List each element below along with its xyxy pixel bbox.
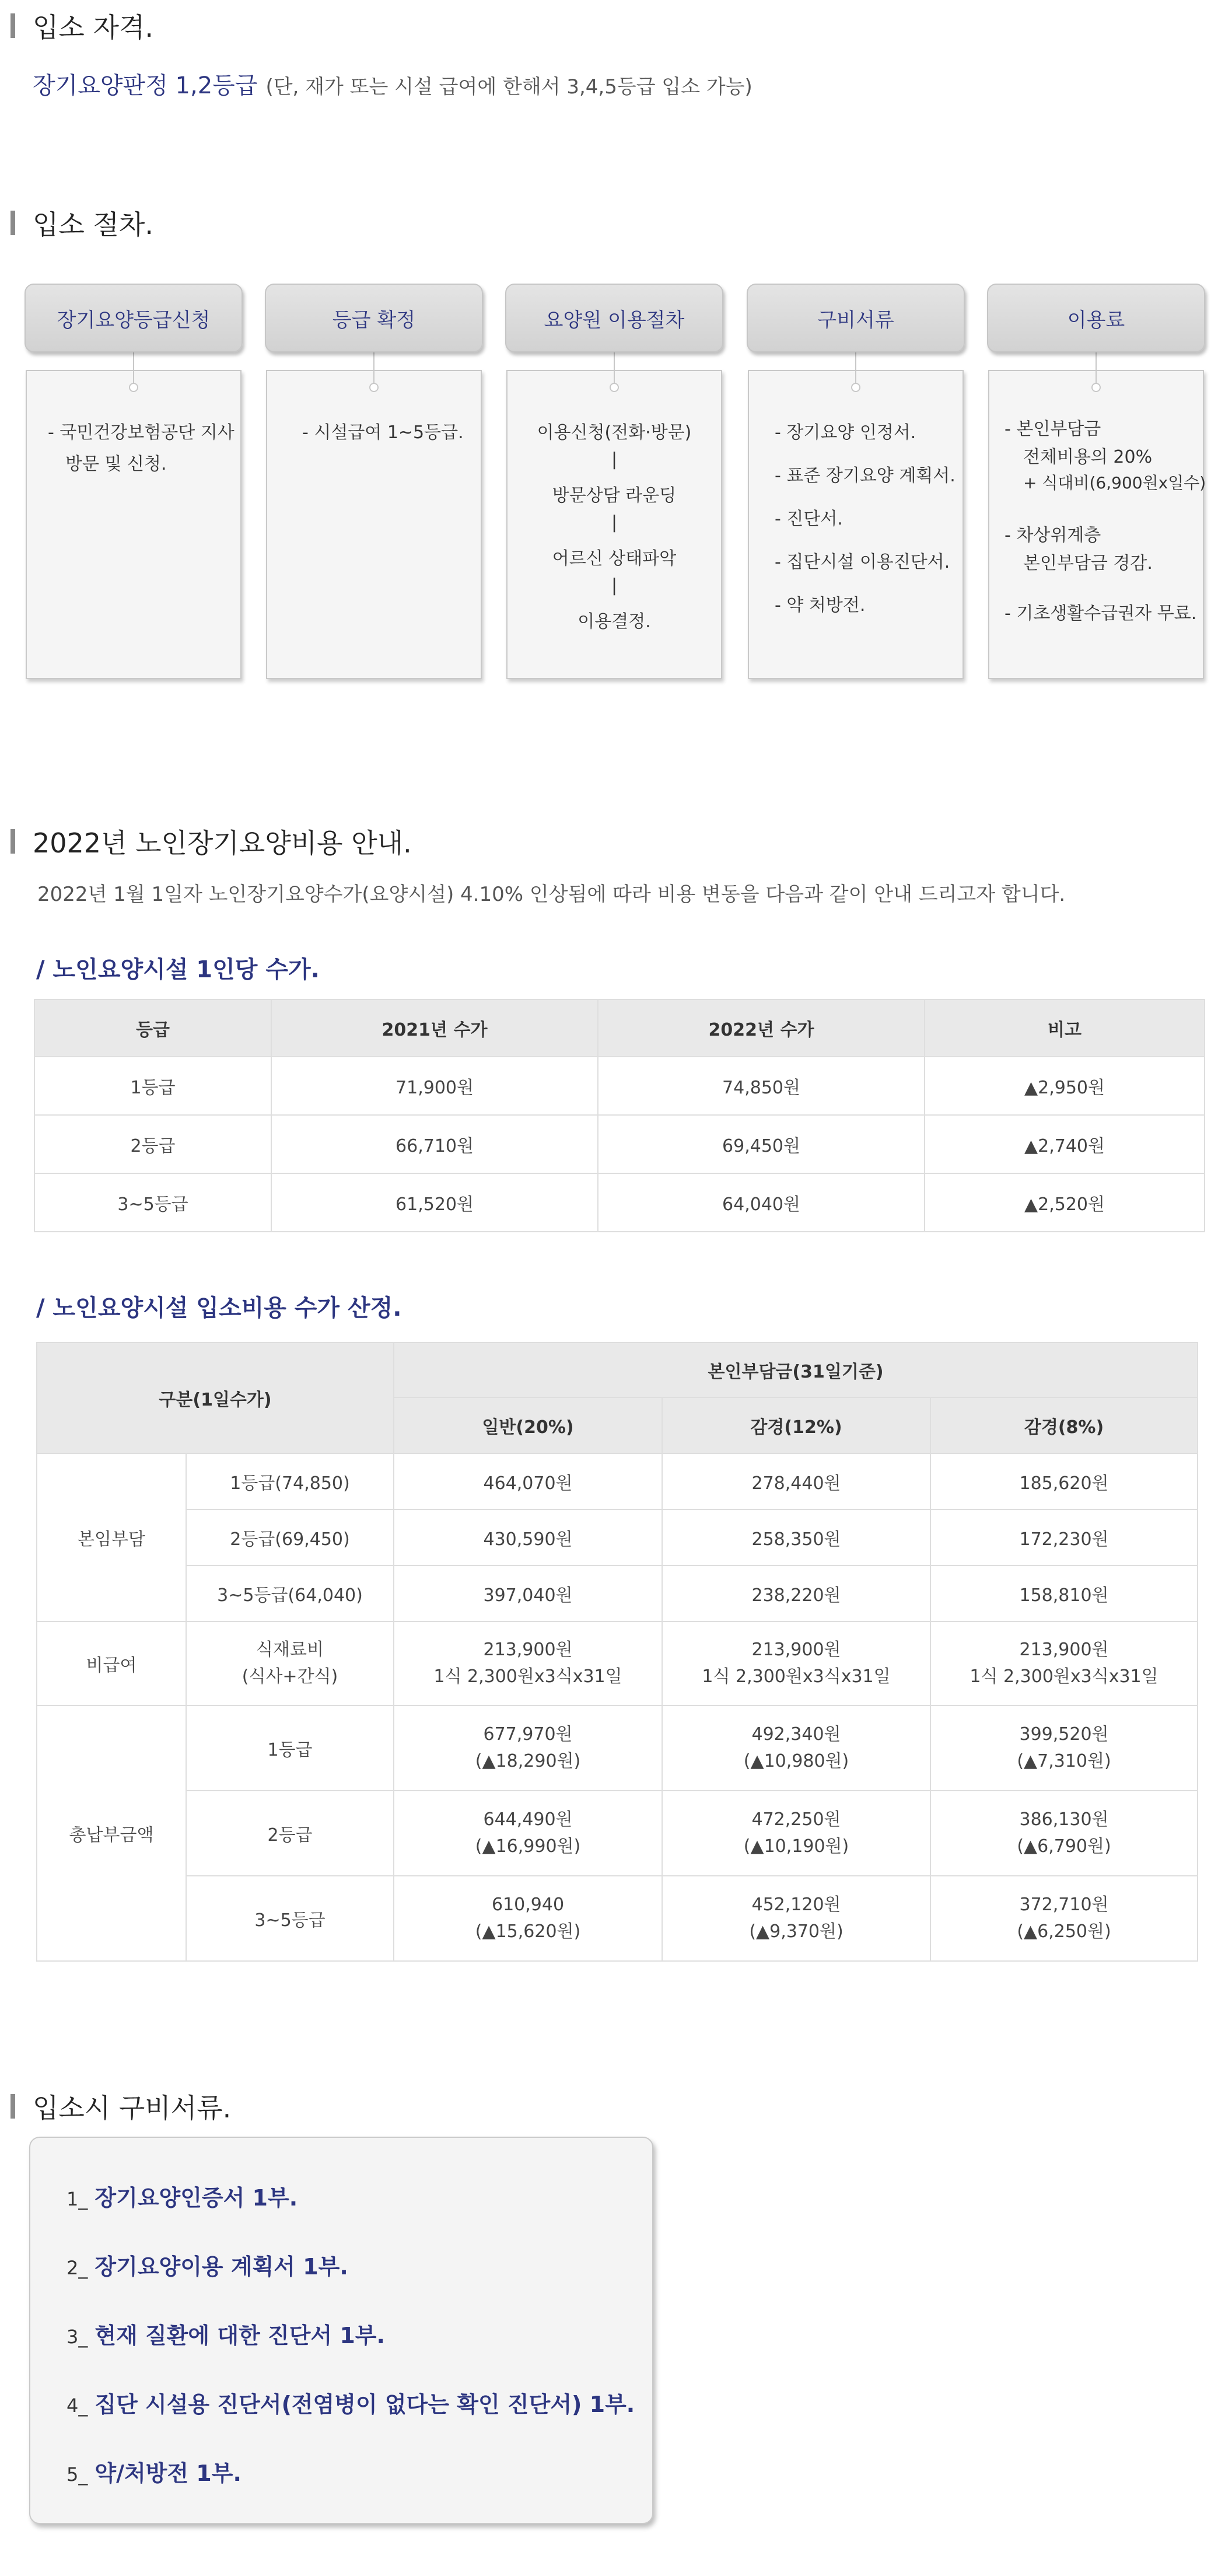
- row-group-label: 본임부담: [37, 1453, 186, 1621]
- step-line: - 시설급여 1~5등급.: [302, 422, 464, 443]
- table-cell: [394, 1791, 662, 1876]
- title-bar: [10, 13, 15, 38]
- table-cell: 69,450원: [598, 1115, 925, 1173]
- table-cell: 3~5등급: [34, 1173, 271, 1232]
- table-cell: 258,350원: [662, 1509, 930, 1565]
- table-header-row: [37, 1343, 1198, 1397]
- document-item: [66, 2318, 385, 2350]
- table2-title: / 노인요양시설 입소비용 수가 산정.: [36, 1295, 402, 1322]
- section-title-procedure: [10, 205, 153, 240]
- title-bar: [10, 2094, 15, 2119]
- document-item: [66, 2386, 635, 2418]
- table-cell: 1등급: [34, 1057, 271, 1115]
- admission-cost-table: [36, 1342, 1198, 1962]
- qualification-text: [33, 67, 752, 100]
- table-header-cell: 2022년 수가: [598, 999, 925, 1057]
- document-text: 장기요양인증서 1부.: [94, 2185, 298, 2211]
- table-cell: 2등급(69,450): [186, 1509, 394, 1565]
- title-bar: [10, 211, 15, 235]
- connector-dot: [610, 383, 619, 392]
- table-cell: [930, 1876, 1198, 1961]
- step-line: - 표준 장기요양 계획서.: [775, 466, 956, 486]
- document-item: [66, 2249, 348, 2281]
- table-cell: [394, 1876, 662, 1961]
- document-number: 4_: [66, 2395, 88, 2417]
- section-title-text: 입소시 구비서류.: [33, 2092, 232, 2124]
- step-line: - 국민건강보험공단 지사: [48, 422, 235, 443]
- row-group-label: 총납부금액: [37, 1705, 186, 1961]
- table-row: [34, 1115, 1205, 1173]
- cell-line: (▲15,620원): [475, 1921, 581, 1942]
- cell-line: 1식 2,300원x3식x31일: [702, 1666, 891, 1687]
- cell-line: 472,250원: [751, 1809, 841, 1830]
- document-number: 5_: [66, 2463, 88, 2486]
- table-cell: 64,040원: [598, 1173, 925, 1232]
- qualification-highlight: 장기요양판정 1,2등급: [33, 72, 258, 99]
- cell-line: 1식 2,300원x3식x31일: [433, 1666, 622, 1687]
- step-card-body: [988, 370, 1204, 679]
- table-row: [34, 1057, 1205, 1115]
- per-person-fee-table: [34, 999, 1205, 1232]
- connector-line: [614, 351, 615, 384]
- cell-line: 644,490원: [483, 1809, 573, 1830]
- document-number: 3_: [66, 2326, 88, 2348]
- table-row: [37, 1453, 1198, 1509]
- table-cell: ▲2,950원: [925, 1057, 1205, 1115]
- cost-intro-text: 2022년 1월 1일자 노인장기요양수가(요양시설) 4.10% 인상됨에 따라 비용 변동을 다음과 같이 안내 드리고자 합니다.: [37, 883, 1066, 906]
- connector-dot: [1091, 383, 1101, 392]
- step-line: 방문 및 신청.: [65, 454, 167, 474]
- table-cell: 238,220원: [662, 1565, 930, 1621]
- table-cell: 172,230원: [930, 1509, 1198, 1565]
- table-cell: 1등급(74,850): [186, 1453, 394, 1509]
- table-cell: 397,040원: [394, 1565, 662, 1621]
- document-item: [66, 2455, 242, 2487]
- connector-line: [855, 351, 856, 384]
- table-header-cell: 비고: [925, 999, 1205, 1057]
- step-card-body: [506, 370, 722, 679]
- step-line: - 집단시설 이용진단서.: [775, 552, 950, 572]
- table-cell: [394, 1621, 662, 1705]
- step-line: - 차상위계층: [1005, 525, 1101, 546]
- required-documents-box: [29, 2137, 653, 2524]
- table1-title: / 노인요양시설 1인당 수가.: [36, 956, 320, 983]
- step-card-title: 구비서류: [747, 284, 965, 352]
- table-cell: 158,810원: [930, 1565, 1198, 1621]
- connector-dot: [129, 383, 138, 392]
- connector-line: [1096, 351, 1097, 384]
- table-cell: [662, 1621, 930, 1705]
- connector-line: [373, 351, 374, 384]
- step-line: + 식대비(6,900원x일수): [1023, 473, 1206, 492]
- table-row: [37, 1705, 1198, 1791]
- cell-line: 399,520원: [1019, 1724, 1109, 1745]
- cell-line: (▲6,790원): [1017, 1836, 1111, 1857]
- table-header-cell: 구분(1일수가): [37, 1343, 394, 1453]
- cell-line: 식재료비: [256, 1640, 324, 1660]
- table-cell: 464,070원: [394, 1453, 662, 1509]
- table-cell: [930, 1621, 1198, 1705]
- table-header-cell: 감경(8%): [930, 1397, 1198, 1453]
- title-bar: [10, 829, 15, 854]
- table-cell: 66,710원: [271, 1115, 598, 1173]
- cell-line: (▲16,990원): [475, 1836, 581, 1857]
- step-line: 본인부담금 경감.: [1023, 553, 1153, 574]
- step-line: - 진단서.: [775, 509, 843, 529]
- section-title-text: 입소 자격.: [33, 12, 153, 43]
- step-card-body: [748, 370, 964, 679]
- table-header-cell: 등급: [34, 999, 271, 1057]
- table-cell: 3~5등급(64,040): [186, 1565, 394, 1621]
- connector-dot: [369, 383, 379, 392]
- table-header-cell: 일반(20%): [394, 1397, 662, 1453]
- qualification-note: (단, 재가 또는 시설 급여에 한해서 3,4,5등급 입소 가능): [265, 75, 752, 99]
- cell-line: 213,900원: [483, 1640, 573, 1660]
- step-line: 이용신청(전화·방문): [537, 422, 692, 443]
- step-card-title: 요양원 이용절차: [505, 284, 723, 352]
- table-row: [37, 1565, 1198, 1621]
- table-cell: 71,900원: [271, 1057, 598, 1115]
- table-header-row: [34, 999, 1205, 1057]
- table-cell: [930, 1705, 1198, 1791]
- cell-line: (▲10,980원): [743, 1751, 849, 1771]
- cell-line: 677,970원: [483, 1724, 573, 1745]
- table-row: [37, 1621, 1198, 1705]
- table-row: [34, 1173, 1205, 1232]
- table-cell: 185,620원: [930, 1453, 1198, 1509]
- step-line: - 장기요양 인정서.: [775, 422, 916, 443]
- document-text: 집단 시설용 진단서(전염병이 없다는 확인 진단서) 1부.: [94, 2392, 635, 2417]
- cell-line: (▲10,190원): [743, 1836, 849, 1857]
- cell-line: (▲7,310원): [1017, 1751, 1111, 1771]
- section-title-text: 2022년 노인장기요양비용 안내.: [33, 827, 412, 859]
- cell-line: 492,340원: [751, 1724, 841, 1745]
- step-line: 어르신 상태파악: [552, 548, 677, 569]
- cell-line: (▲9,370원): [749, 1921, 844, 1942]
- section-title-qualification: [10, 8, 153, 43]
- table-cell: ▲2,740원: [925, 1115, 1205, 1173]
- table-cell: 3~5등급: [186, 1876, 394, 1961]
- step-line: |: [611, 512, 618, 533]
- table-row: [37, 1791, 1198, 1876]
- section-title-cost: [10, 824, 412, 859]
- table-cell: [662, 1876, 930, 1961]
- step-line: |: [611, 449, 618, 470]
- table-cell: [930, 1791, 1198, 1876]
- cell-line: 386,130원: [1019, 1809, 1109, 1830]
- cell-line: 1식 2,300원x3식x31일: [970, 1666, 1158, 1687]
- document-item: [66, 2180, 298, 2212]
- table-header-cell: 2021년 수가: [271, 999, 598, 1057]
- table-row: [37, 1876, 1198, 1961]
- table-cell: 74,850원: [598, 1057, 925, 1115]
- table-cell: 430,590원: [394, 1509, 662, 1565]
- table-header-cell: 감경(12%): [662, 1397, 930, 1453]
- table-row: [37, 1509, 1198, 1565]
- step-card-title: 이용료: [987, 284, 1205, 352]
- cell-line: (▲6,250원): [1017, 1921, 1111, 1942]
- cell-line: 372,710원: [1019, 1895, 1109, 1915]
- section-title-documents: [10, 2089, 231, 2124]
- step-line: 방문상담 라운딩: [552, 485, 677, 506]
- step-card-title: 등급 확정: [265, 284, 483, 352]
- step-line: - 기초생활수급권자 무료.: [1005, 603, 1197, 624]
- table-header-cell: 본인부담금(31일기준): [394, 1343, 1198, 1397]
- step-card-body: [26, 370, 242, 679]
- step-line: 이용결정.: [578, 611, 651, 632]
- cell-line: 213,900원: [751, 1640, 841, 1660]
- document-text: 현재 질환에 대한 진단서 1부.: [94, 2323, 385, 2348]
- step-line: - 약 처방전.: [775, 595, 866, 616]
- table-cell: 2등급: [186, 1791, 394, 1876]
- document-text: 약/처방전 1부.: [94, 2460, 242, 2486]
- row-group-label: 비급여: [37, 1621, 186, 1705]
- cell-line: 213,900원: [1019, 1640, 1109, 1660]
- table-cell: [186, 1621, 394, 1705]
- section-title-text: 입소 절차.: [33, 209, 153, 240]
- step-line: 전체비용의 20%: [1023, 447, 1153, 467]
- table-cell: 61,520원: [271, 1173, 598, 1232]
- table-cell: 278,440원: [662, 1453, 930, 1509]
- connector-line: [133, 351, 134, 384]
- step-card-body: [266, 370, 482, 679]
- table-cell: 2등급: [34, 1115, 271, 1173]
- connector-dot: [851, 383, 860, 392]
- step-line: |: [611, 575, 618, 596]
- table-cell: ▲2,520원: [925, 1173, 1205, 1232]
- document-number: 1_: [66, 2188, 88, 2210]
- cell-line: 610,940: [491, 1895, 565, 1915]
- table-cell: [662, 1705, 930, 1791]
- document-number: 2_: [66, 2257, 88, 2279]
- step-line: - 본인부담금: [1005, 419, 1101, 439]
- cell-line: (식사+간식): [242, 1666, 338, 1687]
- step-card-title: 장기요양등급신청: [24, 284, 243, 352]
- cell-line: (▲18,290원): [475, 1751, 581, 1771]
- table-cell: [394, 1705, 662, 1791]
- table-cell: 1등급: [186, 1705, 394, 1791]
- cell-line: 452,120원: [751, 1895, 841, 1915]
- table-cell: [662, 1791, 930, 1876]
- document-text: 장기요양이용 계획서 1부.: [94, 2254, 348, 2280]
